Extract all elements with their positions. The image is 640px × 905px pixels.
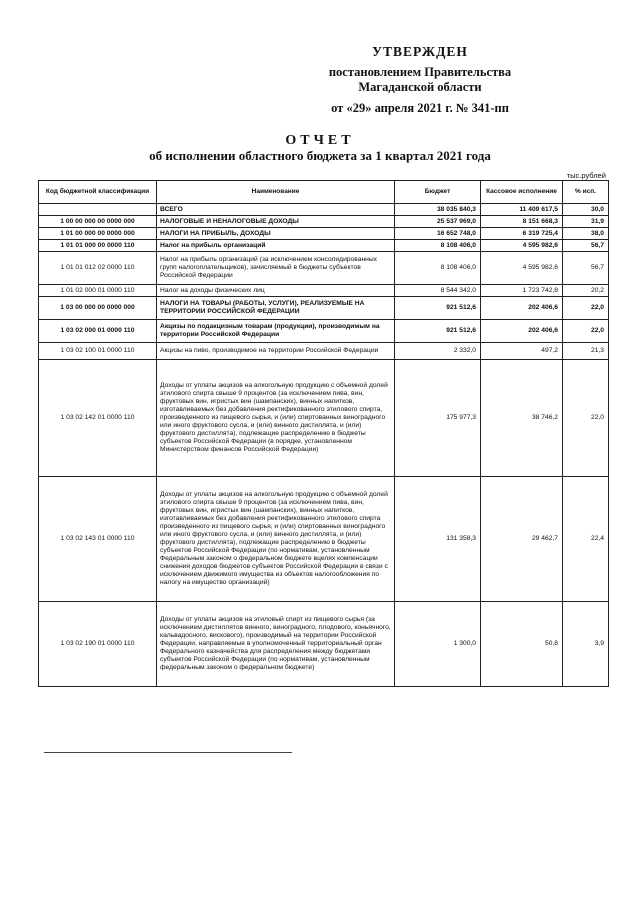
row-name: НАЛОГИ НА ПРИБЫЛЬ, ДОХОДЫ <box>157 228 395 240</box>
row-executed: 8 151 668,3 <box>481 216 563 228</box>
row-code: 1 03 02 100 01 0000 110 <box>39 343 157 360</box>
row-executed: 1 723 742,8 <box>481 285 563 297</box>
header-name: Наименование <box>157 181 395 204</box>
row-name: НАЛОГИ НА ТОВАРЫ (РАБОТЫ, УСЛУГИ), РЕАЛИЗУЕМЫЕ НА ТЕРРИТОРИИ РОССИЙСКОЙ ФЕДЕРАЦИИ <box>157 297 395 320</box>
row-percent: 3,9 <box>563 602 609 687</box>
table-row <box>39 477 609 602</box>
approval-heading: УТВЕРЖДЕН <box>372 44 468 59</box>
row-code: 1 01 00 000 00 0000 000 <box>39 228 157 240</box>
row-budget: 921 512,6 <box>395 320 481 343</box>
row-name: Доходы от уплаты акцизов на алкогольную продукцию с объемной долей этилового спирта свыше 9 процентов (за исключением пива, вин, фруктовых вин, игристых вин (шампанских), винных напитков, изготавливаемых без добавления ректификованного этилового спирта, произведенного из пищевого сырья, и (или) спиртованных виноградного или иного фруктового сусла, и (или) винного дистиллята, и (или) фруктового дистиллята), подлежащие распределению в бюджеты субъектов Российской Федерации (в порядке, установленном Министерством финансов Российской Федерации) <box>157 360 395 477</box>
row-name: ВСЕГО <box>157 204 395 216</box>
table-row <box>39 252 609 285</box>
row-name: Налог на доходы физических лиц <box>157 285 395 297</box>
row-code: 1 03 02 142 01 0000 110 <box>39 360 157 477</box>
row-executed: 38 746,2 <box>481 360 563 477</box>
table-row <box>39 360 609 477</box>
row-executed: 4 595 982,6 <box>481 252 563 285</box>
report-subtitle: об исполнении областного бюджета за 1 квартал 2021 года <box>149 148 491 163</box>
row-code: 1 03 00 000 00 0000 000 <box>39 297 157 320</box>
row-executed: 202 406,6 <box>481 297 563 320</box>
row-name: Налог на прибыль организаций (за исключением консолидированных групп налогоплательщиков), зачисляемый в бюджеты субъектов Российской Федерации <box>157 252 395 285</box>
row-budget: 175 977,3 <box>395 360 481 477</box>
row-budget: 38 035 840,3 <box>395 204 481 216</box>
table-header-row <box>39 181 609 204</box>
budget-table <box>38 180 609 687</box>
approval-line-2: Магаданской области <box>358 80 482 94</box>
table-row <box>39 216 609 228</box>
table-row <box>39 240 609 252</box>
approval-block <box>270 44 570 116</box>
approval-line-1: постановлением Правительства <box>328 65 512 79</box>
header-executed: Кассовое исполнение <box>481 181 563 204</box>
bottom-divider <box>44 752 292 753</box>
row-percent: 30,0 <box>563 204 609 216</box>
row-budget: 8 108 406,0 <box>395 240 481 252</box>
row-code: 1 03 02 190 01 0000 110 <box>39 602 157 687</box>
table-row <box>39 320 609 343</box>
row-percent: 22,0 <box>563 360 609 477</box>
row-budget: 8 108 406,0 <box>395 252 481 285</box>
row-executed: 11 409 617,5 <box>481 204 563 216</box>
row-name: Доходы от уплаты акцизов на алкогольную продукцию с объемной долей этилового спирта свыше 9 процентов (за исключением пива, вин, фруктовых вин, игристых вин (шампанских), винных напитков, изготавливаемых без добавления ректификованного этилового спирта произведенного из пищевого сырья, и (или) спиртованных виноградного или иного фруктового сусла, и (или) винного дистиллята, и (или) фруктового дистиллята), подлежащие распределению в бюджеты субъектов Российской Федерации (по нормативам, установленным Федеральным законом о федеральном бюджете вцелях компенсации снижения доходов бюджетов субъектов Российской Федерации в связи с исключением движимого имущества из объектов налогообложения по налогу на имущество организаций) <box>157 477 395 602</box>
row-percent: 22,4 <box>563 477 609 602</box>
header-code: Код бюджетной классификации <box>39 181 157 204</box>
row-name: Налог на прибыль организаций <box>157 240 395 252</box>
header-percent: % исп. <box>563 181 609 204</box>
row-code: 1 01 02 000 01 0000 110 <box>39 285 157 297</box>
row-name: НАЛОГОВЫЕ И НЕНАЛОГОВЫЕ ДОХОДЫ <box>157 216 395 228</box>
row-percent: 31,9 <box>563 216 609 228</box>
row-percent: 20,2 <box>563 285 609 297</box>
row-budget: 2 332,0 <box>395 343 481 360</box>
row-executed: 202 406,6 <box>481 320 563 343</box>
row-name: Доходы от уплаты акцизов на этиловый спирт из пищевого сырья (за исключением дистиллятов винного, виноградного, плодового, коньячного, кальвадосного, вискового), производимый на территории Российской Федерации, направляемые в уполномоченный территориальный орган Федерального казначейства для распределения между бюджетами субъектов Российской Федерации (по нормативам, установленным федеральным законом о федеральном бюджете) <box>157 602 395 687</box>
table-row <box>39 204 609 216</box>
row-percent: 21,3 <box>563 343 609 360</box>
row-code: 1 00 00 000 00 0000 000 <box>39 216 157 228</box>
approval-decree: от «29» апреля 2021 г. № 341-пп <box>331 101 509 115</box>
row-executed: 50,8 <box>481 602 563 687</box>
row-percent: 56,7 <box>563 252 609 285</box>
row-executed: 497,2 <box>481 343 563 360</box>
row-executed: 4 595 982,6 <box>481 240 563 252</box>
table-row <box>39 228 609 240</box>
row-code: 1 03 02 143 01 0000 110 <box>39 477 157 602</box>
row-budget: 921 512,6 <box>395 297 481 320</box>
units-label: тыс.рублей <box>566 171 606 180</box>
table-row <box>39 602 609 687</box>
row-percent: 22,0 <box>563 320 609 343</box>
report-title: ОТЧЕТ <box>285 133 355 148</box>
row-budget: 8 544 342,0 <box>395 285 481 297</box>
row-budget: 1 300,0 <box>395 602 481 687</box>
table-row <box>39 285 609 297</box>
row-code: 1 03 02 000 01 0000 110 <box>39 320 157 343</box>
row-percent: 38,0 <box>563 228 609 240</box>
row-code <box>39 204 157 216</box>
row-budget: 131 358,3 <box>395 477 481 602</box>
row-budget: 16 652 748,0 <box>395 228 481 240</box>
header-budget: Бюджет <box>395 181 481 204</box>
row-percent: 22,0 <box>563 297 609 320</box>
row-name: Акцизы по подакцизным товарам (продукции), производимым на территории Российской Федерации <box>157 320 395 343</box>
table-row <box>39 343 609 360</box>
table-row <box>39 297 609 320</box>
row-executed: 29 462,7 <box>481 477 563 602</box>
row-executed: 6 319 725,4 <box>481 228 563 240</box>
row-percent: 56,7 <box>563 240 609 252</box>
row-code: 1 01 01 012 02 0000 110 <box>39 252 157 285</box>
row-code: 1 01 01 000 00 0000 110 <box>39 240 157 252</box>
row-budget: 25 537 969,0 <box>395 216 481 228</box>
row-name: Акцизы на пиво, производимое на территории Российской Федерации <box>157 343 395 360</box>
